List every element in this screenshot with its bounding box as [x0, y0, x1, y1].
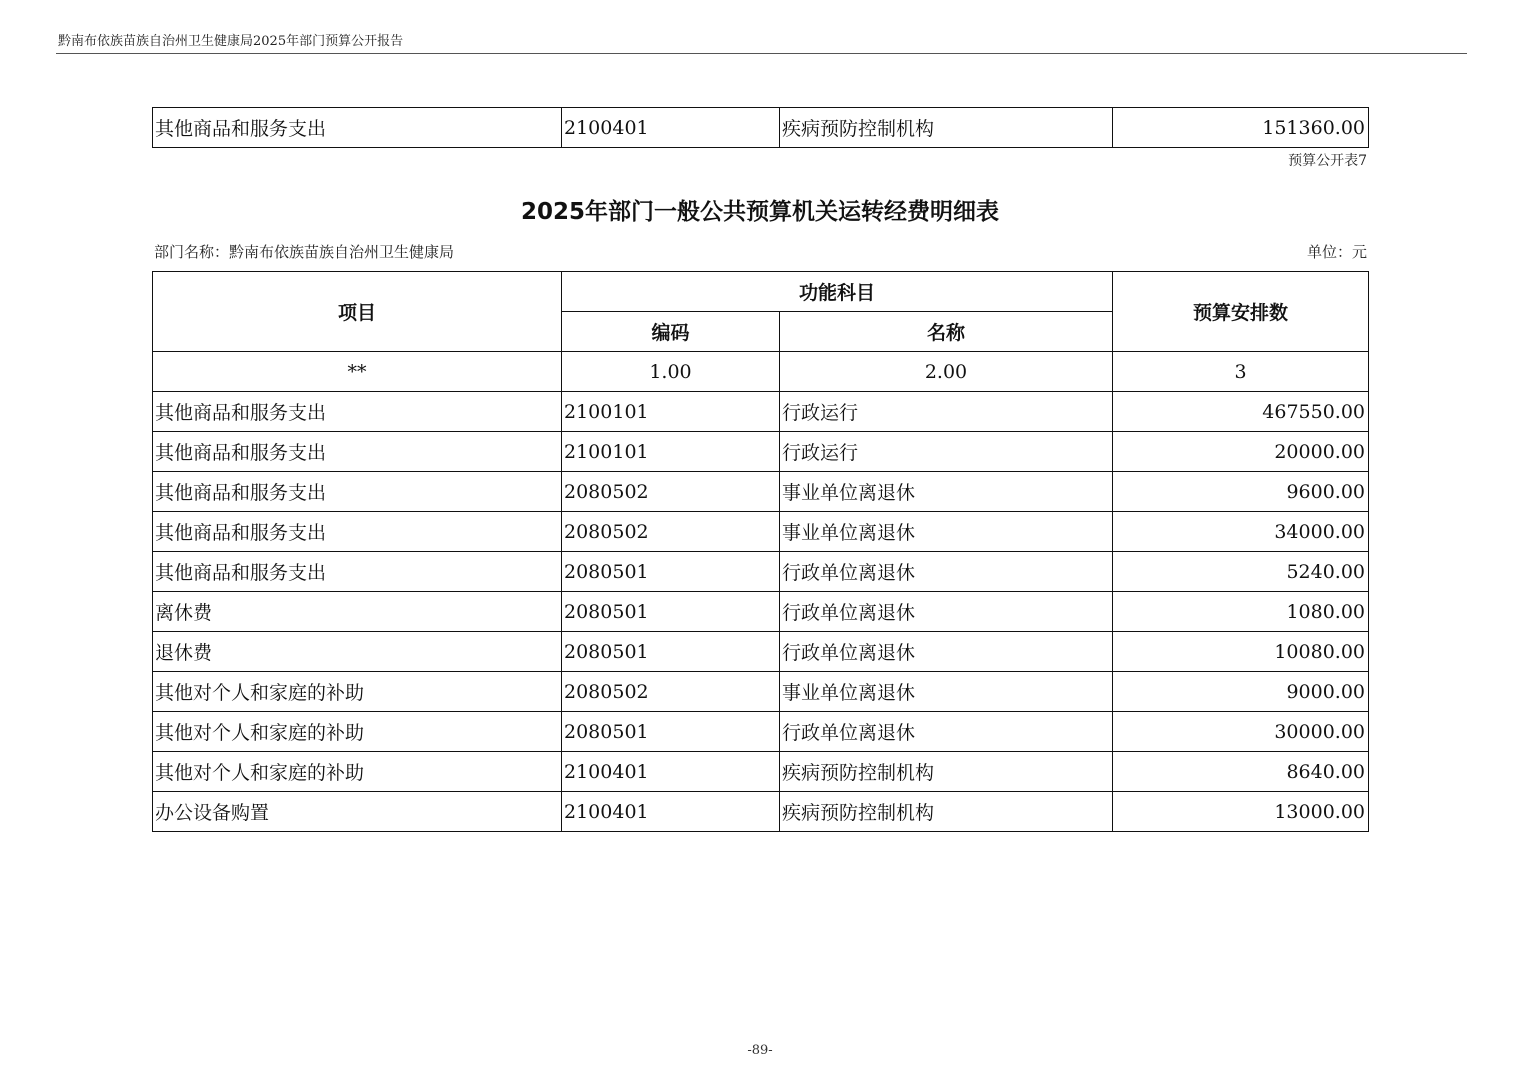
table-row — [153, 792, 1369, 832]
cell-amount: 5240.00 — [1113, 552, 1369, 592]
cell-amount: 30000.00 — [1113, 712, 1369, 752]
cell-amount: 8640.00 — [1113, 752, 1369, 792]
unit-label: 单位：元 — [1306, 243, 1367, 261]
table-row — [153, 632, 1369, 672]
cell-code: 2080502 — [562, 512, 780, 552]
table-row — [153, 672, 1369, 712]
cell-item: 退休费 — [153, 632, 562, 672]
table-row — [153, 108, 1369, 148]
header-rule — [56, 53, 1467, 54]
column-header-function-subject: 功能科目 — [562, 272, 1113, 312]
table-row — [153, 552, 1369, 592]
cell-name: 事业单位离退休 — [780, 512, 1113, 552]
budget-table — [152, 271, 1369, 832]
cell-name: 行政运行 — [780, 392, 1113, 432]
page-title: 2025年部门一般公共预算机关运转经费明细表 — [520, 199, 999, 225]
cell-item: 离休费 — [153, 592, 562, 632]
cell-name: 行政运行 — [780, 432, 1113, 472]
cell-item: 其他对个人和家庭的补助 — [153, 752, 562, 792]
cell-name: 疾病预防控制机构 — [780, 752, 1113, 792]
cell-code: 2080501 — [562, 712, 780, 752]
cell-name: 行政单位离退休 — [780, 632, 1113, 672]
continuation-table — [152, 107, 1369, 148]
cell-item: 其他商品和服务支出 — [153, 472, 562, 512]
cell-amount: 467550.00 — [1113, 392, 1369, 432]
cell-code: 2100401 — [562, 792, 780, 832]
cell-name: 事业单位离退休 — [780, 472, 1113, 512]
cell-amount: 20000.00 — [1113, 432, 1369, 472]
cell-item: 办公设备购置 — [153, 792, 562, 832]
cell-amount: 1080.00 — [1113, 592, 1369, 632]
cell-code: 2080501 — [562, 632, 780, 672]
index-name: 2.00 — [780, 352, 1113, 392]
cell-amount: 151360.00 — [1113, 108, 1369, 148]
column-header-amount: 预算安排数 — [1113, 272, 1369, 352]
cell-item: 其他对个人和家庭的补助 — [153, 712, 562, 752]
cell-item: 其他商品和服务支出 — [153, 552, 562, 592]
cell-name: 事业单位离退休 — [780, 672, 1113, 712]
index-amount: 3 — [1113, 352, 1369, 392]
cell-code: 2080501 — [562, 552, 780, 592]
department-label: 部门名称：黔南布依族苗族自治州卫生健康局 — [154, 243, 455, 261]
cell-item: 其他商品和服务支出 — [153, 512, 562, 552]
cell-name: 疾病预防控制机构 — [780, 792, 1113, 832]
cell-name: 行政单位离退休 — [780, 712, 1113, 752]
page-number: -89- — [747, 1043, 773, 1058]
cell-amount: 13000.00 — [1113, 792, 1369, 832]
cell-code: 2100401 — [562, 752, 780, 792]
table-row — [153, 392, 1369, 432]
cell-code: 2100101 — [562, 392, 780, 432]
column-header-code: 编码 — [562, 312, 780, 352]
cell-item: 其他商品和服务支出 — [153, 108, 562, 148]
column-header-item: 项目 — [153, 272, 562, 352]
cell-amount: 9600.00 — [1113, 472, 1369, 512]
cell-code: 2080501 — [562, 592, 780, 632]
cell-name: 疾病预防控制机构 — [780, 108, 1113, 148]
cell-item: 其他商品和服务支出 — [153, 432, 562, 472]
cell-amount: 34000.00 — [1113, 512, 1369, 552]
cell-item: 其他商品和服务支出 — [153, 392, 562, 432]
cell-amount: 9000.00 — [1113, 672, 1369, 712]
cell-code: 2100101 — [562, 432, 780, 472]
table-row — [153, 512, 1369, 552]
cell-item: 其他对个人和家庭的补助 — [153, 672, 562, 712]
index-code: 1.00 — [562, 352, 780, 392]
header-row — [153, 272, 1369, 312]
cell-name: 行政单位离退休 — [780, 592, 1113, 632]
table-row — [153, 432, 1369, 472]
index-row — [153, 352, 1369, 392]
cell-code: 2100401 — [562, 108, 780, 148]
column-header-name: 名称 — [780, 312, 1113, 352]
cell-amount: 10080.00 — [1113, 632, 1369, 672]
table-row — [153, 472, 1369, 512]
table-code: 预算公开表7 — [1288, 153, 1367, 169]
cell-code: 2080502 — [562, 672, 780, 712]
table-row — [153, 592, 1369, 632]
index-item: ** — [153, 352, 562, 392]
cell-code: 2080502 — [562, 472, 780, 512]
table-row — [153, 752, 1369, 792]
running-header: 黔南布依族苗族自治州卫生健康局2025年部门预算公开报告 — [58, 34, 404, 49]
table-row — [153, 712, 1369, 752]
cell-name: 行政单位离退休 — [780, 552, 1113, 592]
